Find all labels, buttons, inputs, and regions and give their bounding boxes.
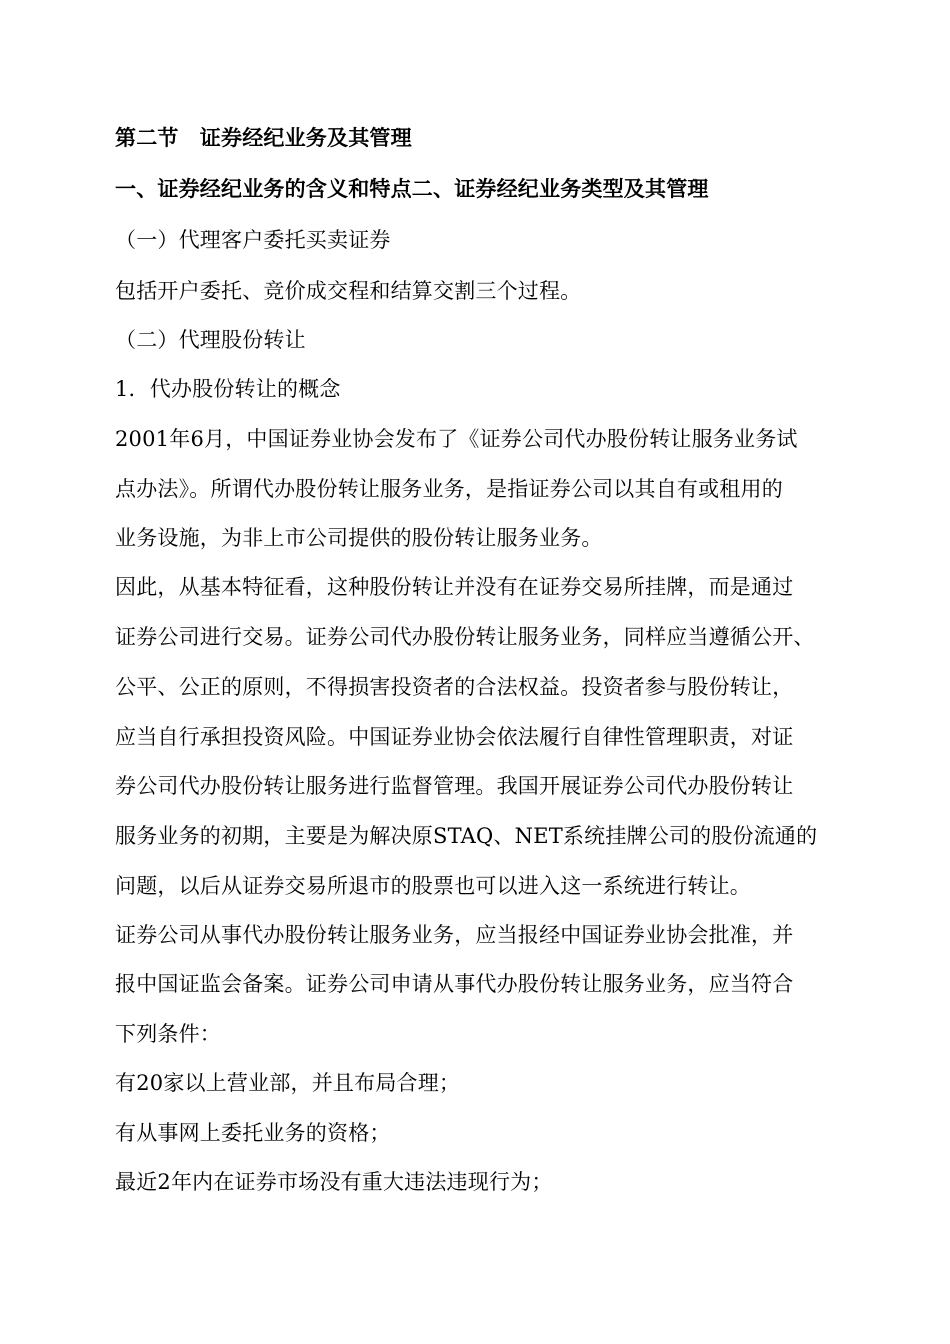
paragraph-line: （二）代理股份转让 [115, 328, 306, 352]
paragraph-line: 券公司代办股份转让服务进行监督管理。我国开展证券公司代办股份转让 [115, 774, 794, 798]
section-title: 第二节 证券经纪业务及其管理 [115, 126, 412, 150]
paragraph-line: 2001年6月，中国证券业协会发布了《证券公司代办股份转让服务业务试 [115, 427, 798, 451]
paragraph-line: 证券公司进行交易。证券公司代办股份转让服务业务，同样应当遵循公开、 [115, 625, 815, 649]
paragraph-line: 包括开户委托、竞价成交程和结算交割三个过程。 [115, 279, 582, 303]
paragraph-line: 问题，以后从证券交易所退市的股票也可以进入这一系统进行转让。 [115, 874, 751, 898]
paragraph-line: 1．代办股份转让的概念 [115, 377, 341, 401]
paragraph-line: （一）代理客户委托买卖证券 [115, 228, 391, 252]
paragraph-line: 业务设施，为非上市公司提供的股份转让服务业务。 [115, 526, 603, 550]
paragraph-line: 证券公司从事代办股份转让服务业务，应当报经中国证券业协会批准，并 [115, 923, 794, 947]
paragraph-line: 最近2年内在证券市场没有重大违法违现行为； [115, 1170, 553, 1194]
paragraph-line: 下列条件： [115, 1022, 221, 1046]
paragraph-line: 有20家以上营业部，并且布局合理； [115, 1071, 461, 1095]
subheading: 一、证券经纪业务的含义和特点二、证券经纪业务类型及其管理 [115, 177, 709, 201]
paragraph-line: 点办法》。所谓代办股份转让服务业务，是指证券公司以其自有或租用的 [115, 477, 783, 501]
paragraph-line: 应当自行承担投资风险。中国证券业协会依法履行自律性管理职责，对证 [115, 725, 794, 749]
paragraph-line: 有从事网上委托业务的资格； [115, 1121, 391, 1145]
paragraph-line: 公平、公正的原则，不得损害投资者的合法权益。投资者参与股份转让， [115, 675, 794, 699]
paragraph-line: 服务业务的初期，主要是为解决原STAQ、NET系统挂牌公司的股份流通的 [115, 824, 818, 848]
paragraph-line: 因此，从基本特征看，这种股份转让并没有在证券交易所挂牌，而是通过 [115, 575, 794, 599]
paragraph-line: 报中国证监会备案。证券公司申请从事代办股份转让服务业务，应当符合 [115, 972, 794, 996]
